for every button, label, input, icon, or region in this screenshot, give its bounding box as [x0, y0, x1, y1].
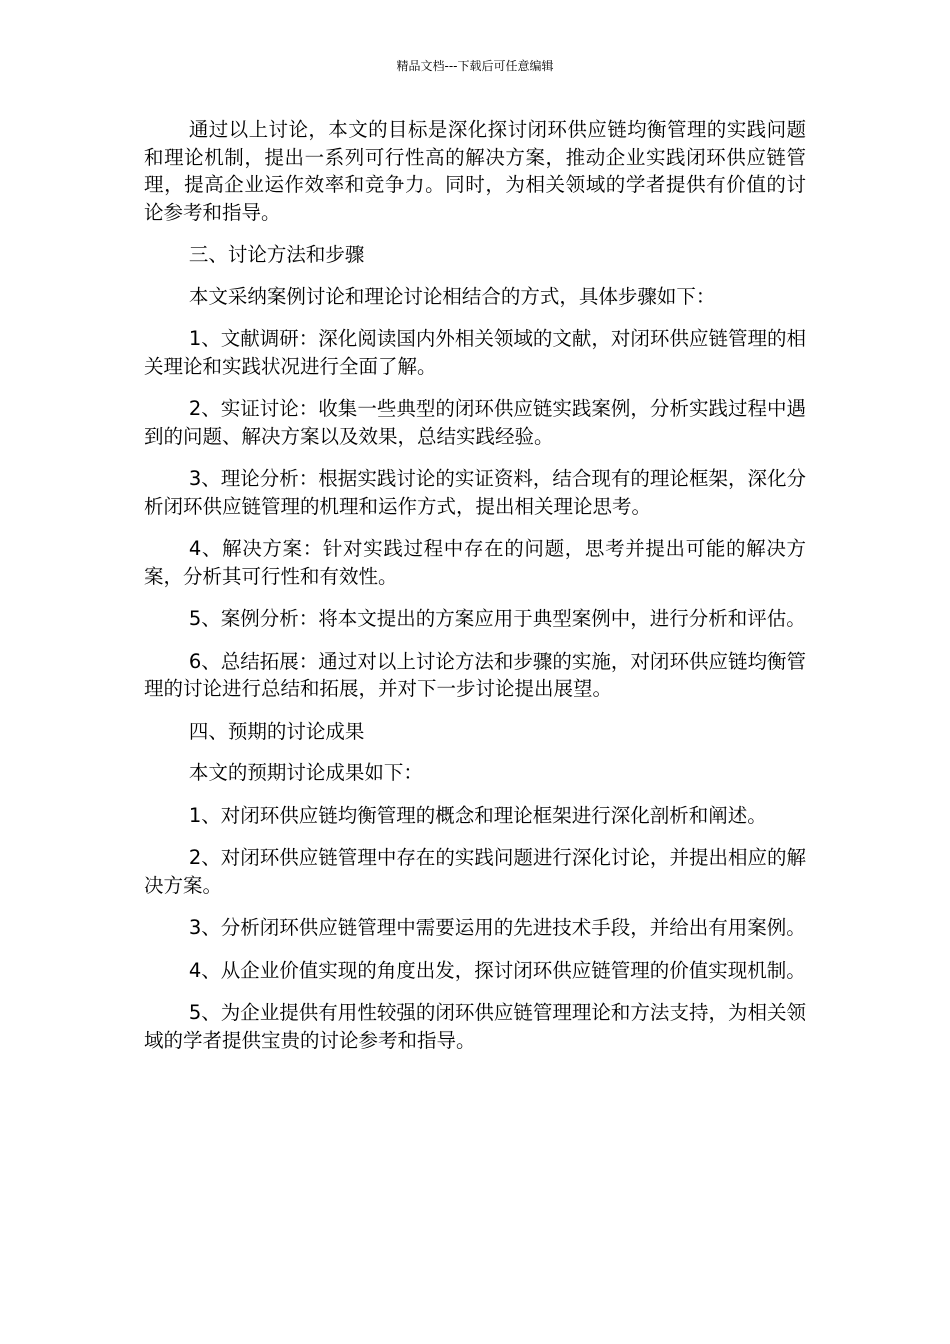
- paragraph-outcome-1: 1、对闭环供应链均衡管理的概念和理论框架进行深化剖析和阐述。: [188, 803, 767, 827]
- paragraph-outcome-3: 3、分析闭环供应链管理中需要运用的先进技术手段，并给出有用案例。: [188, 916, 806, 939]
- paragraph-outcome-4: 4、从企业价值实现的角度出发，探讨闭环供应链管理的价值实现机制。: [188, 958, 806, 982]
- paragraph-outcomes-intro: 本文的预期讨论成果如下：: [188, 761, 423, 784]
- paragraph-step-empirical: 2、实证讨论：收集一些典型的闭环供应链实践案例，分析实践过程中遇到的问题、解决方案以及效果，总结实践经验。: [144, 397, 806, 448]
- paragraph-step-case-analysis: 5、案例分析：将本文提出的方案应用于典型案例中，进行分析和评估。: [188, 607, 806, 630]
- paragraph-step-solutions: 4、解决方案：针对实践过程中存在的问题，思考并提出可能的解决方案，分析其可行性和有效性。: [144, 537, 806, 588]
- document-body: [144, 116, 806, 1069]
- page-header: 精品文档---下载后可任意编辑: [396, 59, 554, 73]
- paragraph-step-summary: 6、总结拓展：通过对以上讨论方法和步骤的实施，对闭环供应链均衡管理的讨论进行总结和拓展，并对下一步讨论提出展望。: [144, 649, 806, 700]
- paragraph-objective-summary: 通过以上讨论，本文的目标是深化探讨闭环供应链均衡管理的实践问题和理论机制，提出一系列可行性高的解决方案，推动企业实践闭环供应链管理，提高企业运作效率和竞争力。同时，为相关领域的学者提供有价值的讨论参考和指导。: [144, 118, 806, 224]
- paragraph-outcome-5: 5、为企业提供有用性较强的闭环供应链管理理论和方法支持，为相关领域的学者提供宝贵的讨论参考和指导。: [144, 1001, 806, 1052]
- paragraph-step-literature: 1、文献调研：深化阅读国内外相关领域的文献，对闭环供应链管理的相关理论和实践状况进行全面了解。: [144, 327, 806, 378]
- paragraph-methods-intro: 本文采纳案例讨论和理论讨论相结合的方式，具体步骤如下：: [188, 284, 716, 308]
- paragraph-step-theory: 3、理论分析：根据实践讨论的实证资料，结合现有的理论框架，深化分析闭环供应链管理的机理和运作方式，提出相关理论思考。: [144, 467, 806, 518]
- section-heading-outcomes: 四、预期的讨论成果: [188, 719, 365, 743]
- paragraph-outcome-2: 2、对闭环供应链管理中存在的实践问题进行深化讨论，并提出相应的解决方案。: [144, 846, 806, 897]
- section-heading-methods: 三、讨论方法和步骤: [188, 243, 365, 266]
